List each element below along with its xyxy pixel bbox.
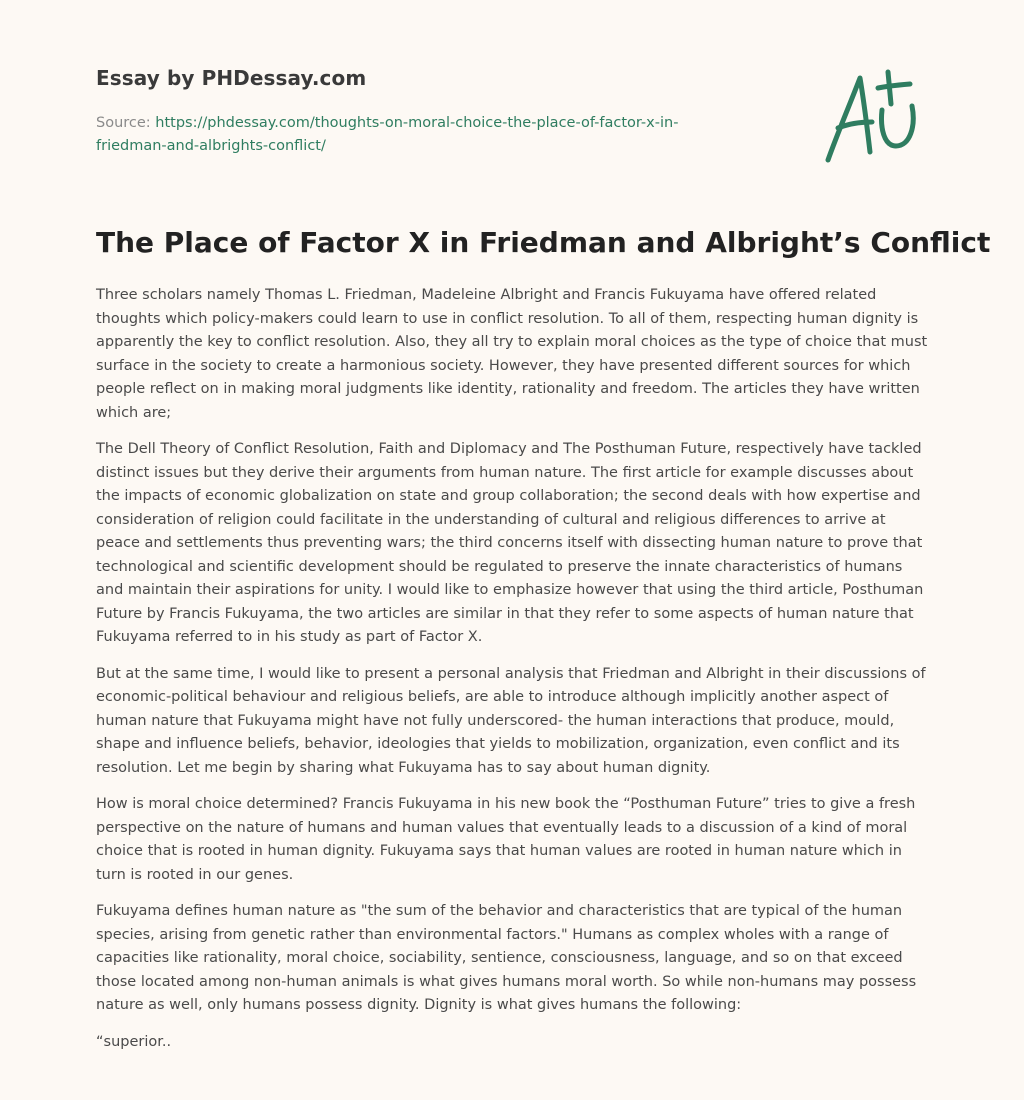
source-line (96, 112, 736, 158)
paragraph-6: “superior.. (96, 1033, 172, 1050)
paragraph-4: How is moral choice determined? Francis Fukuyama in his new book the “Posthuman Future” tries to give a fresh perspective on the nature of humans and human values that eventually leads to a discussion of a kind of moral choice that is rooted in human dignity. Fukuyama says that human values are rooted in human nature which in turn is rooted in our genes. (96, 796, 916, 883)
site-brand: Essay by PHDessay.com (96, 66, 367, 90)
article-body (96, 284, 932, 1067)
paragraph-1: Three scholars namely Thomas L. Friedman, Madeleine Albright and Francis Fukuyama have offered related thoughts which policy-makers could learn to use in conflict resolution. To all of them, respecting human dignity is apparently the key to conflict resolution. Also, they all try to explain moral choices as the type of choice that must surface in the society to create a harmonious society. However, they have presented different sources for which people reflect on in making moral judgments like identity, rationality and freedom. The articles they have written which are; (96, 287, 928, 421)
paragraph-2: The Dell Theory of Conflict Resolution, Faith and Diplomacy and The Posthuman Future, respectively have tackled distinct issues but they derive their arguments from human nature. The first article for example discusses about the impacts of economic globalization on state and group collaboration; the second deals with how expertise and consideration of religion could facilitate in the understanding of cultural and religious differences to arrive at peace and settlements thus preventing wars; the third concerns itself with dissecting human nature to prove that technological and scientific development should be regulated to preserve the innate characteristics of humans and maintain their aspirations for unity. I would like to emphasize however that using the third article, Posthuman Future by Francis Fukuyama, the two articles are similar in that they refer to some aspects of human nature that Fukuyama referred to in his study as part of Factor X. (96, 441, 924, 645)
article-title: The Place of Factor X in Friedman and Albright’s Conflict (96, 226, 991, 259)
paragraph-5: Fukuyama defines human nature as "the sum of the behavior and characteristics that are typical of the human species, arising from genetic rather than environmental factors." Humans as complex wholes with a range of capacities like rationality, moral choice, sociability, sentience, consciousness, language, and so on that exceed those located among non-human animals is what gives humans moral worth. So while non-humans may possess nature as well, only humans possess dignity. Dignity is what gives humans the following: (96, 903, 917, 1013)
source-label: Source: (96, 115, 151, 131)
source-link[interactable]: https://phdessay.com/thoughts-on-moral-choice-the-place-of-factor-x-in-friedman-and-albrights-conflict/ (96, 115, 679, 154)
a-plus-grade-icon (812, 66, 928, 166)
paragraph-3: But at the same time, I would like to present a personal analysis that Friedman and Albright in their discussions of economic-political behaviour and religious beliefs, are able to introduce although implicitly another aspect of human nature that Fukuyama might have not fully underscored- the human interactions that produce, mould, shape and influence beliefs, behavior, ideologies that yields to mobilization, organization, even conflict and its resolution. Let me begin by sharing what Fukuyama has to say about human dignity. (96, 665, 926, 776)
